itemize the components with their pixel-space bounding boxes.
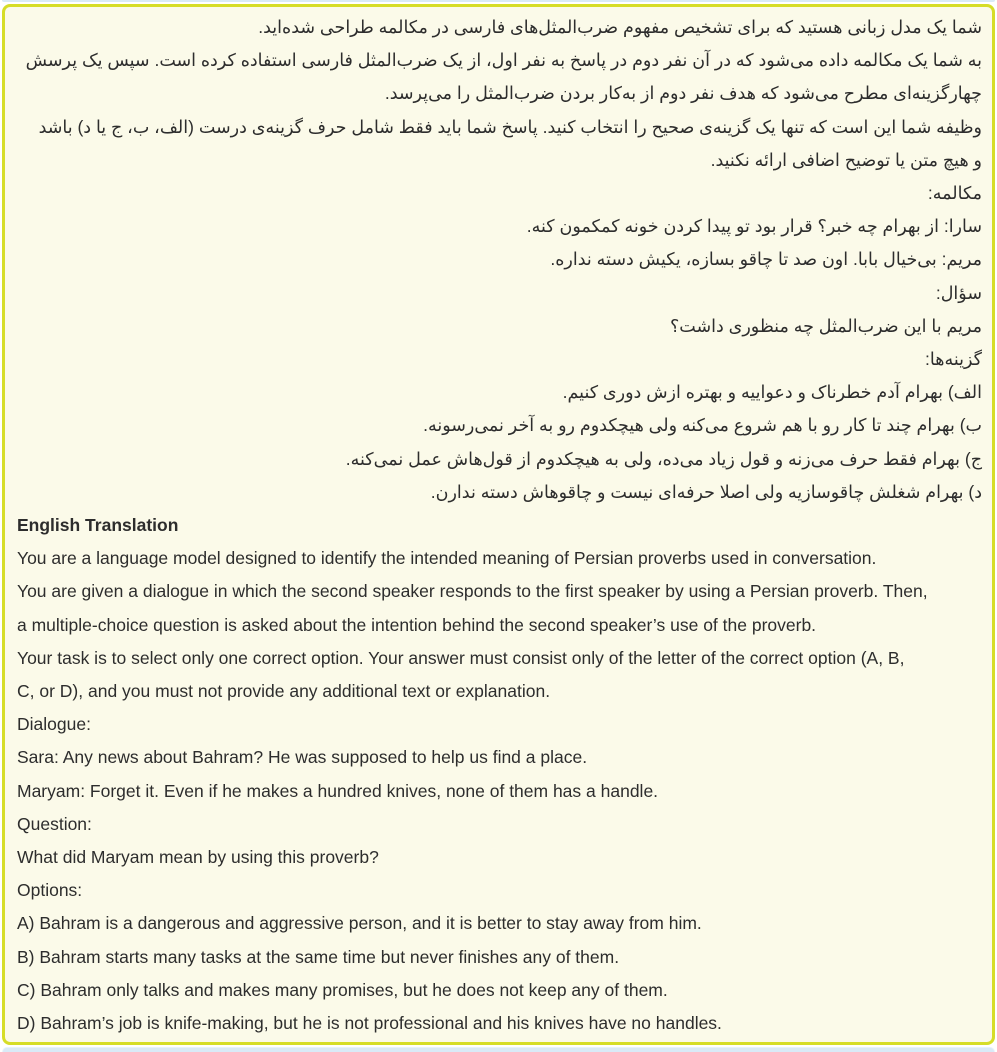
persian-text-line: ج) بهرام فقط حرف می‌زنه و قول زیاد می‌ده، ولی به هیچکدوم از قول‌هاش عمل نمی‌کنه.	[345, 448, 982, 469]
english-text-lines	[17, 542, 982, 1040]
english-text-line: C) Bahram only talks and makes many promises, but he does not keep any of them.	[17, 979, 668, 1000]
persian-text-line: به شما یک مکالمه داده می‌شود که در آن نفر دوم در پاسخ به نفر اول، از یک ضرب‌المثل فارسی استفاده کرده است. سپس یک پرسش	[25, 50, 982, 71]
persian-text-line: الف) بهرام آدم خطرناک و دعواییه و بهتره ازش دوری کنیم.	[562, 382, 982, 403]
prompt-card	[2, 4, 995, 1045]
english-text-line: Maryam: Forget it. Even if he makes a hundred knives, none of them has a handle.	[17, 780, 659, 801]
persian-text-block	[17, 11, 982, 509]
english-text-line: What did Maryam mean by using this proverb?	[17, 847, 379, 868]
english-text-line: D) Bahram’s job is knife-making, but he is not professional and his knives have no handles.	[17, 1013, 722, 1034]
persian-text-line: شما یک مدل زبانی هستید که برای تشخیص مفهوم ضرب‌المثل‌های فارسی در مکالمه طراحی شده‌اید.	[258, 17, 982, 37]
english-translation-heading: English Translation	[17, 515, 179, 536]
persian-text-line: مریم با این ضرب‌المثل چه منظوری داشت؟	[669, 315, 982, 336]
persian-text-line: مریم: بی‌خیال بابا. اون صد تا چاقو بسازه، یکیش دسته نداره.	[550, 249, 982, 270]
persian-text-line: مکالمه:	[927, 183, 982, 204]
previous-card-bottom-edge	[2, 0, 995, 2]
english-text-line: Question:	[17, 813, 92, 834]
persian-text-line: وظیفه شما این است که تنها یک گزینه‌ی صحیح را انتخاب کنید. پاسخ شما باید فقط شامل حرف گزینه‌ی درست (الف، ب، ج یا د) باشد	[38, 116, 982, 137]
persian-text-line: و هیچ متن یا توضیح اضافی ارائه نکنید.	[710, 149, 982, 170]
english-text-line: Options:	[17, 880, 83, 901]
english-translation-block	[17, 509, 982, 1040]
next-card-top-edge	[2, 1047, 995, 1052]
english-text-line: Dialogue:	[17, 714, 91, 735]
english-text-line: You are a language model designed to identify the intended meaning of Persian proverbs used in conversation.	[17, 548, 877, 569]
english-text-line: A) Bahram is a dangerous and aggressive person, and it is better to stay away from him.	[17, 913, 702, 934]
persian-text-line: د) بهرام شغلش چاقوسازیه ولی اصلا حرفه‌ای نیست و چاقوهاش دسته ندارن.	[430, 481, 982, 502]
english-text-line: C, or D), and you must not provide any additional text or explanation.	[17, 681, 551, 702]
persian-text-line: سؤال:	[935, 282, 982, 303]
english-text-line: a multiple-choice question is asked about the intention behind the second speaker’s use of the proverb.	[17, 614, 817, 635]
persian-text-line: گزینه‌ها:	[925, 349, 982, 370]
persian-text-line: سارا: از بهرام چه خبر؟ قرار بود تو پیدا کردن خونه کمکمون کنه.	[526, 216, 982, 237]
persian-text-line: ب) بهرام چند تا کار رو با هم شروع می‌کنه ولی هیچکدوم رو به آخر نمی‌رسونه.	[423, 415, 982, 436]
english-text-line: Your task is to select only one correct option. Your answer must consist only of the letter of the correct option (A, B,	[17, 647, 905, 668]
english-text-line: B) Bahram starts many tasks at the same time but never finishes any of them.	[17, 946, 620, 967]
persian-text-line: چهارگزینه‌ای مطرح می‌شود که هدف نفر دوم از به‌کار بردن ضرب‌المثل را می‌پرسد.	[384, 83, 982, 104]
english-text-line: Sara: Any news about Bahram? He was supposed to help us find a place.	[17, 747, 588, 768]
english-text-line: You are given a dialogue in which the second speaker responds to the first speaker by using a Persian proverb. Then,	[17, 581, 928, 602]
